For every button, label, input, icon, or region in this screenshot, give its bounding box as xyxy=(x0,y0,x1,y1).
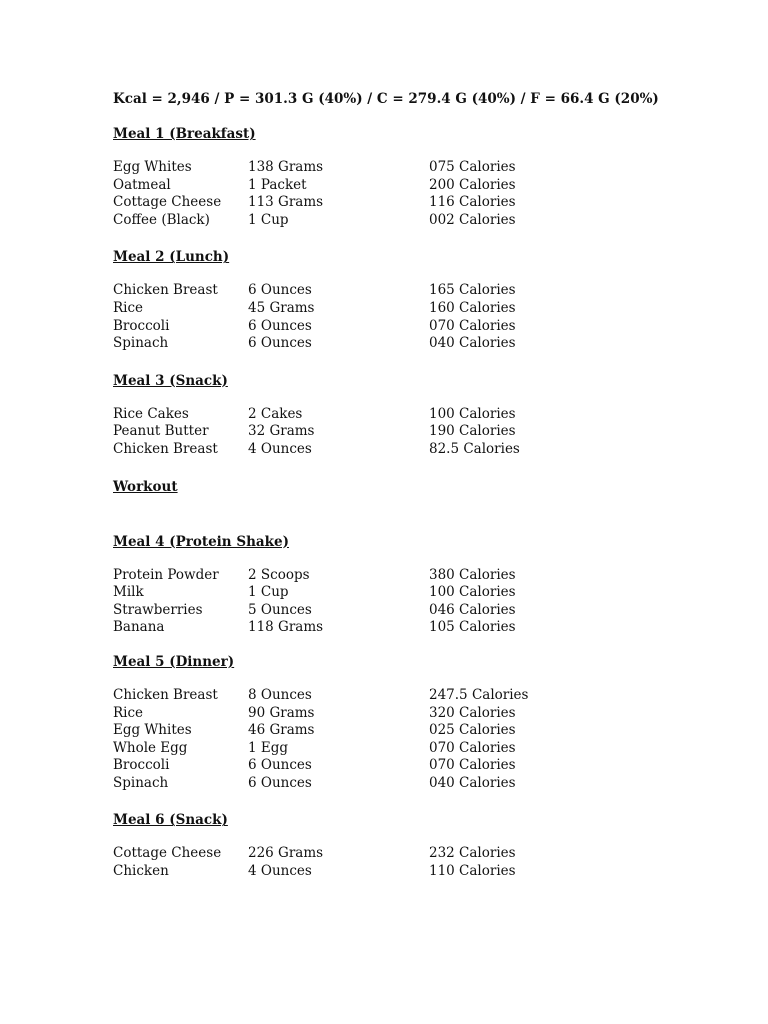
food-name: Cottage Cheese xyxy=(113,845,222,862)
meal-section xyxy=(113,810,673,880)
food-row xyxy=(113,159,673,177)
food-row xyxy=(113,722,673,740)
meal-section xyxy=(113,652,673,793)
food-calories: 100 Calories xyxy=(429,584,516,601)
food-row xyxy=(113,705,673,723)
food-list xyxy=(113,845,673,880)
section-heading: Meal 1 (Breakfast) xyxy=(113,126,256,142)
food-amount: 138 Grams xyxy=(248,159,324,175)
section-heading: Workout xyxy=(113,478,178,495)
food-row xyxy=(113,177,673,195)
food-row xyxy=(113,845,673,863)
food-list xyxy=(113,687,673,793)
food-row xyxy=(113,584,673,602)
food-amount: 6 Ounces xyxy=(248,757,312,774)
food-row xyxy=(113,194,673,212)
meal-section xyxy=(113,532,673,637)
food-calories: 380 Calories xyxy=(429,566,516,583)
food-name: Cottage Cheese xyxy=(113,194,222,211)
section-heading: Meal 4 (Protein Shake) xyxy=(113,533,289,550)
food-name: Banana xyxy=(113,619,165,636)
food-calories: 320 Calories xyxy=(429,704,516,721)
food-calories: 070 Calories xyxy=(429,739,516,756)
food-name: Chicken xyxy=(113,863,169,880)
food-calories: 247.5 Calories xyxy=(429,686,529,703)
food-amount: 6 Ounces xyxy=(248,335,312,352)
food-name: Chicken Breast xyxy=(113,686,218,703)
food-row xyxy=(113,863,673,881)
food-calories: 116 Calories xyxy=(429,194,516,211)
food-calories: 040 Calories xyxy=(429,774,516,791)
food-amount: 32 Grams xyxy=(248,423,315,440)
food-amount: 118 Grams xyxy=(248,619,324,636)
food-name: Whole Egg xyxy=(113,739,188,756)
food-calories: 046 Calories xyxy=(429,601,516,618)
food-name: Spinach xyxy=(113,335,169,352)
food-calories: 070 Calories xyxy=(429,757,516,774)
food-list xyxy=(113,406,673,459)
food-row xyxy=(113,757,673,775)
meal-sections xyxy=(113,124,673,881)
food-name: Strawberries xyxy=(113,601,203,618)
food-amount: 113 Grams xyxy=(248,194,324,211)
food-list xyxy=(113,282,673,352)
meal-section xyxy=(113,124,673,229)
food-row xyxy=(113,567,673,585)
food-calories: 110 Calories xyxy=(429,863,516,880)
food-amount: 6 Ounces xyxy=(248,282,312,299)
section-heading: Meal 6 (Snack) xyxy=(113,812,228,829)
food-calories: 002 Calories xyxy=(429,211,516,228)
food-amount: 8 Ounces xyxy=(248,686,312,703)
food-name: Broccoli xyxy=(113,757,170,774)
food-calories: 040 Calories xyxy=(429,335,516,352)
food-row xyxy=(113,423,673,441)
meal-plan-document xyxy=(113,89,673,881)
food-amount: 90 Grams xyxy=(248,704,315,721)
food-calories: 025 Calories xyxy=(429,722,516,739)
food-name: Egg Whites xyxy=(113,159,192,175)
section-heading: Meal 5 (Dinner) xyxy=(113,653,235,670)
food-amount: 6 Ounces xyxy=(248,317,312,334)
food-row xyxy=(113,212,673,230)
food-row xyxy=(113,687,673,705)
food-name: Rice Cakes xyxy=(113,405,189,422)
food-name: Spinach xyxy=(113,774,169,791)
food-row xyxy=(113,318,673,336)
food-list xyxy=(113,567,673,637)
food-row xyxy=(113,602,673,620)
food-name: Protein Powder xyxy=(113,566,219,583)
food-name: Broccoli xyxy=(113,317,170,334)
food-amount: 226 Grams xyxy=(248,845,324,862)
food-calories: 190 Calories xyxy=(429,423,516,440)
food-calories: 232 Calories xyxy=(429,845,516,862)
food-calories: 165 Calories xyxy=(429,282,516,299)
food-name: Rice xyxy=(113,299,144,316)
food-amount: 1 Egg xyxy=(248,739,289,756)
food-name: Egg Whites xyxy=(113,722,192,739)
food-row xyxy=(113,300,673,318)
section-heading: Meal 3 (Snack) xyxy=(113,372,228,389)
food-row xyxy=(113,775,673,793)
food-amount: 6 Ounces xyxy=(248,774,312,791)
section-heading: Meal 2 (Lunch) xyxy=(113,249,230,266)
food-amount: 1 Cup xyxy=(248,211,289,228)
food-calories: 82.5 Calories xyxy=(429,440,520,457)
meal-section xyxy=(113,477,673,497)
food-name: Chicken Breast xyxy=(113,440,218,457)
food-amount: 46 Grams xyxy=(248,722,315,739)
food-row xyxy=(113,740,673,758)
meal-section xyxy=(113,247,673,352)
food-amount: 45 Grams xyxy=(248,299,315,316)
food-row xyxy=(113,335,673,353)
food-name: Milk xyxy=(113,584,144,601)
food-amount: 2 Cakes xyxy=(248,405,303,422)
food-amount: 4 Ounces xyxy=(248,863,312,880)
food-name: Rice xyxy=(113,704,144,721)
food-amount: 1 Packet xyxy=(248,176,307,193)
food-row xyxy=(113,406,673,424)
food-calories: 100 Calories xyxy=(429,405,516,422)
food-amount: 4 Ounces xyxy=(248,440,312,457)
food-calories: 200 Calories xyxy=(429,176,516,193)
food-name: Chicken Breast xyxy=(113,282,218,299)
food-list xyxy=(113,159,673,229)
food-amount: 1 Cup xyxy=(248,584,289,601)
meal-section xyxy=(113,371,673,459)
food-row xyxy=(113,441,673,459)
food-name: Peanut Butter xyxy=(113,423,209,440)
food-amount: 5 Ounces xyxy=(248,601,312,618)
food-calories: 075 Calories xyxy=(429,159,516,175)
food-calories: 105 Calories xyxy=(429,619,516,636)
macro-summary: Kcal = 2,946 / P = 301.3 G (40%) / C = 279.4 G (40%) / F = 66.4 G (20%) xyxy=(113,91,659,107)
food-row xyxy=(113,282,673,300)
food-calories: 160 Calories xyxy=(429,299,516,316)
food-calories: 070 Calories xyxy=(429,317,516,334)
food-row xyxy=(113,619,673,637)
food-name: Oatmeal xyxy=(113,176,171,193)
food-amount: 2 Scoops xyxy=(248,566,310,583)
food-name: Coffee (Black) xyxy=(113,211,210,228)
